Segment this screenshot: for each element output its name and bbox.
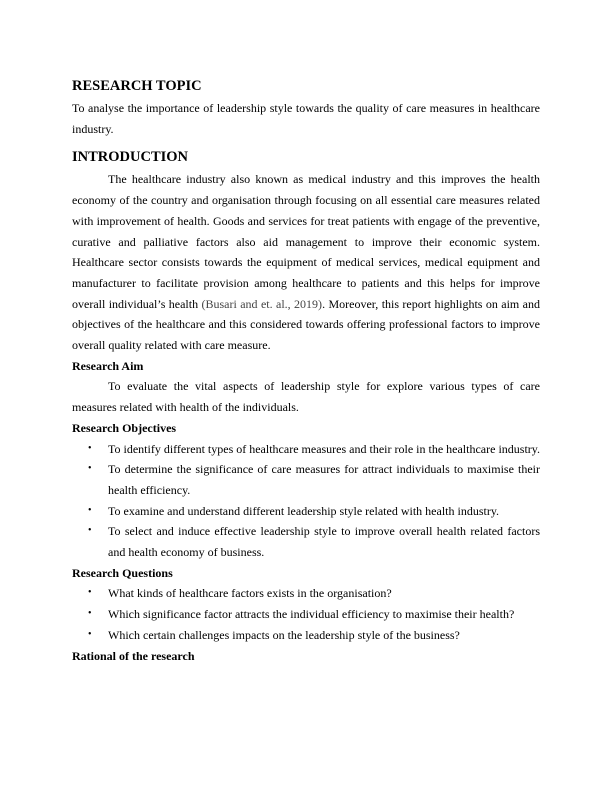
list-item — [72, 604, 540, 625]
list-item — [72, 459, 540, 500]
list-item — [72, 625, 540, 646]
bullet-icon: • — [88, 463, 92, 475]
rational-heading: Rational of the research — [72, 648, 195, 663]
introduction-text-part2: . Moreover, this report highlights on aim and objectives of the healthcare and this considered towards offering professional factors to improve overall quality related with care measure. — [72, 296, 540, 353]
bullet-icon: • — [88, 608, 92, 620]
list-item — [72, 501, 540, 522]
bullet-icon: • — [88, 628, 92, 640]
objective-text: To identify different types of healthcare measures and their role in the healthcare industry. — [108, 441, 540, 456]
introduction-text-part1: The healthcare industry also known as medical industry and this improves the health economy of the country and organisation through focusing on all essential care measures related with improvement of health. Goods and services for treat patients with engage of the preventive, curative and palliative factors also aid management to improve their economic system. Healthcare sector consists towards the equipment of medical services, medical equipment and manufacturer to facilitate provision among healthcare to patients and this helps for improve overall individual’s health — [72, 172, 540, 311]
list-item — [72, 583, 540, 604]
bullet-icon: • — [88, 525, 92, 537]
objective-text: To select and induce effective leadership style to improve overall health related factors and health economy of business. — [108, 524, 540, 560]
bullet-icon: • — [88, 504, 92, 516]
objective-text: To examine and understand different leadership style related with health industry. — [108, 503, 500, 518]
list-item — [72, 439, 540, 460]
research-aim-heading: Research Aim — [72, 358, 144, 373]
citation: (Busari and et. al., 2019) — [201, 296, 323, 311]
research-aim-text: To evaluate the vital aspects of leadership style for explore various types of care measures related with health of the individuals. — [72, 379, 540, 415]
list-item — [72, 521, 540, 562]
bullet-icon: • — [88, 587, 92, 599]
introduction-heading: INTRODUCTION — [72, 149, 189, 166]
introduction-paragraph — [72, 169, 540, 355]
document-page — [72, 76, 540, 666]
questions-list — [72, 583, 540, 645]
research-topic-heading: RESEARCH TOPIC — [72, 78, 202, 94]
research-questions-heading: Research Questions — [72, 565, 173, 580]
question-text: What kinds of healthcare factors exists in the organisation? — [108, 586, 392, 601]
research-topic-text: To analyse the importance of leadership style towards the quality of care measures in healthcare industry. — [72, 101, 540, 136]
research-objectives-heading: Research Objectives — [72, 420, 177, 435]
objectives-list — [72, 439, 540, 563]
question-text: Which significance factor attracts the individual efficiency to maximise their health? — [108, 607, 515, 622]
question-text: Which certain challenges impacts on the leadership style of the business? — [108, 627, 460, 642]
bullet-icon: • — [88, 442, 92, 454]
objective-text: To determine the significance of care measures for attract individuals to maximise their health efficiency. — [108, 462, 540, 497]
